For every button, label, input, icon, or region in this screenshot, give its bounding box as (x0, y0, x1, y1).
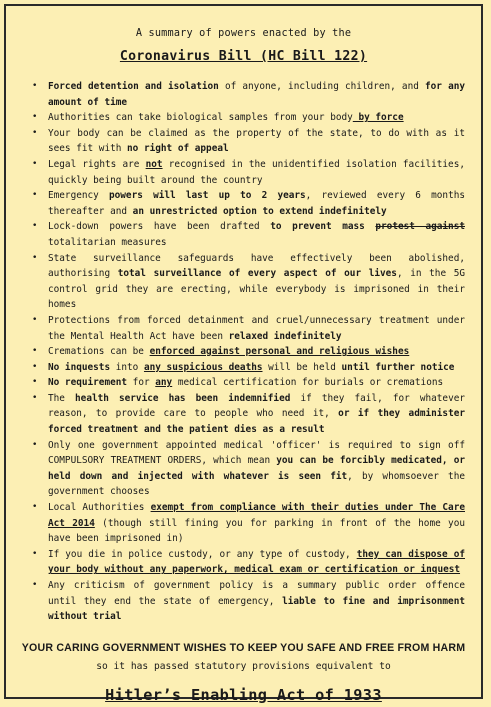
bullet-icon: • (32, 580, 38, 590)
item-text-segment: Your body can be claimed as the property of the state, to do with as it sees fit with (48, 127, 465, 155)
list-item (32, 157, 465, 188)
item-text-segment: relaxed indefinitely (228, 330, 342, 342)
item-text-segment: powers will last up to 2 years (109, 190, 306, 202)
item-text-segment: Forced detention and isolation (48, 81, 219, 92)
bullet-icon: • (32, 112, 38, 123)
document-title: Coronavirus Bill (HC Bill 122) (119, 49, 368, 64)
item-text-segment: into (110, 361, 144, 373)
item-text-segment: or if they administer forced treatment and the patient dies as a result (48, 408, 465, 436)
bullet-icon: • (32, 377, 38, 388)
item-text-segment: of anyone, including children, and (218, 81, 425, 92)
footer-conclusion: Hitler’s Enabling Act of 1933 (105, 685, 382, 704)
list-item (32, 391, 465, 438)
item-text-segment: Legal rights are (48, 158, 146, 170)
item-text-segment: an unrestricted option to extend indefinitely (132, 205, 387, 217)
item-text-segment: No requirement (48, 377, 128, 389)
item-text-segment: no right of appeal (127, 143, 229, 155)
bullet-icon: • (32, 81, 38, 91)
item-text-segment: Protections from forced detainment and cruel/unnecessary treatment under the Mental Health Act have been (48, 314, 465, 342)
item-text-segment: if they fail, for whatever reason, to provide care to people who need it, (48, 392, 465, 420)
list-item (32, 313, 465, 344)
document-frame (4, 4, 483, 704)
item-text-segment: Cremations can be (48, 346, 150, 358)
item-text-segment: protest against (375, 221, 465, 233)
powers-list (6, 79, 481, 625)
bullet-icon: • (32, 221, 38, 232)
item-text-segment: Any criticism of government policy is a summary public order offence until they end the state of emergency, (48, 580, 465, 607)
item-text-segment: The (48, 392, 76, 404)
item-text-segment: by force (352, 112, 404, 124)
item-text-segment: liable to fine and imprisonment without trial (48, 595, 465, 623)
item-text-segment: you can be forcibly medicated, or held down and injected with whatever is seen fit (48, 455, 465, 482)
item-text-segment: until further notice (341, 361, 455, 373)
bullet-icon: • (32, 392, 38, 403)
list-item (32, 251, 465, 313)
item-text-segment: for any amount of time (48, 81, 466, 108)
item-text-segment: Authorities can take biological samples from your body (48, 112, 353, 124)
bullet-icon: • (32, 361, 38, 372)
list-item (32, 188, 465, 219)
list-item (32, 344, 465, 360)
list-item (32, 547, 465, 578)
item-text-segment: they can dispose of your body without any paperwork, medical exam or certification or inquest (48, 548, 465, 576)
item-text-segment: will be held (262, 361, 342, 373)
item-text-segment: any (155, 377, 173, 389)
item-text-segment: , in the 5G control grid they are erecting, while everybody is imprisoned in their homes (48, 268, 466, 311)
item-text-segment: Emergency (48, 190, 109, 202)
item-text-segment: Only one government appointed medical 'officer' is required to sign off COMPULSORY TREATMENT ORDERS, which mean (48, 439, 465, 467)
document-heading: A summary of powers enacted by the (135, 28, 352, 39)
bullet-icon: • (32, 314, 38, 325)
bullet-icon: • (32, 127, 38, 138)
bullet-icon: • (32, 158, 38, 169)
list-item (32, 110, 465, 126)
item-text-segment: totalitarian measures (48, 236, 167, 248)
item-text-segment: recognised in the unidentified isolation facilities, quickly being built around the country (48, 158, 465, 186)
item-text-segment: State surveillance safeguards have effectively been abolished, authorising (48, 252, 465, 280)
item-text-segment: exempt from compliance with their duties under The Care Act 2014 (48, 502, 465, 529)
item-text-segment: to prevent mass (270, 221, 376, 233)
list-item (32, 219, 465, 250)
list-item (32, 578, 465, 625)
list-item (32, 79, 465, 110)
bullet-icon: • (32, 548, 38, 559)
item-text-segment: any suspicious deaths (143, 361, 263, 373)
list-item (32, 126, 465, 157)
item-text-segment: enforced against personal and religious wishes (149, 346, 410, 358)
item-text-segment: health service has been indemnified (75, 392, 291, 404)
item-text-segment: Lock-down powers have been drafted (48, 221, 271, 233)
item-text-segment: medical certification for burials or cremations (172, 377, 444, 389)
bullet-icon: • (32, 439, 38, 450)
list-item (32, 375, 465, 391)
bullet-icon: • (32, 502, 38, 513)
list-item (32, 360, 465, 376)
list-item (32, 438, 465, 500)
item-text-segment: for (127, 377, 156, 389)
item-text-segment: (though still fining you for parking in front of the home you have been imprisoned in) (48, 517, 465, 545)
item-text-segment: Local Authorities (48, 502, 151, 514)
list-item (32, 500, 465, 547)
item-text-segment: not (145, 158, 163, 170)
item-text-segment: If you die in police custody, or any type of custody, (48, 548, 357, 560)
footer-subline: so it has passed statutory provisions equivalent to (96, 660, 391, 672)
footer-slogan: YOUR CARING GOVERNMENT WISHES TO KEEP YOU SAFE AND FREE FROM HARM (21, 641, 466, 654)
bullet-icon: • (32, 346, 38, 357)
item-text-segment: , by whomsoever the government chooses (48, 470, 465, 498)
bullet-icon: • (32, 252, 38, 263)
item-text-segment: total surveillance of every aspect of our lives (117, 268, 397, 280)
item-text-segment: No inquests (48, 361, 111, 373)
item-text-segment: , reviewed every 6 months thereafter and (48, 190, 465, 217)
bullet-icon: • (32, 190, 38, 201)
